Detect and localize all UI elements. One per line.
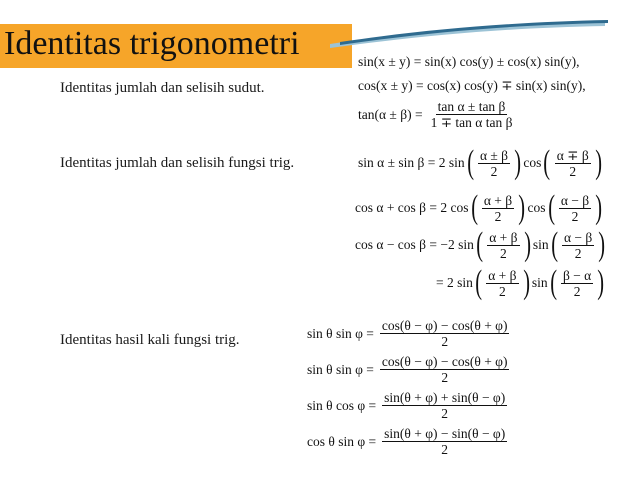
eq-row3-frac1-den: 2 bbox=[500, 245, 507, 261]
label-sum-functions: Identitas jumlah dan selisih fungsi trig. bbox=[60, 155, 295, 171]
eq-cos-sum bbox=[358, 78, 586, 94]
eq-tan-sum-numerator: tan α ± tan β bbox=[437, 99, 506, 114]
eq-product-1-num: cos(θ − φ) − cos(θ + φ) bbox=[381, 318, 508, 333]
eq-product-2 bbox=[307, 354, 511, 385]
eq-tan-sum-denominator: 1 ∓ tan α tan β bbox=[430, 115, 513, 130]
eq-row3-frac2-den: 2 bbox=[574, 245, 582, 261]
page-title: Identitas trigonometri bbox=[4, 25, 300, 62]
eq-cos-minus-cos: cos α − cos β = −2 sin ( $\frac{\alpha + \beta}{2}$ ) sin ( $\frac{\alpha - \beta}{2}$ ) bbox=[355, 226, 606, 263]
eq-product-2-num: cos(θ − φ) − cos(θ + φ) bbox=[381, 354, 508, 369]
eq-sin-plus-sin: sin α ± sin β = 2 sin ( $\frac{\alpha \pm \beta}{2}$ ) cos ( $\frac{\alpha \mp \beta}{2}$ ) bbox=[358, 144, 602, 181]
eq-row4-frac2-den: 2 bbox=[573, 283, 581, 299]
eq-row2-frac2-num: α − β bbox=[560, 192, 590, 208]
eq-row4-frac2-num: β − α bbox=[562, 267, 592, 283]
decorative-swoosh bbox=[330, 18, 610, 48]
label-products: Identitas hasil kali fungsi trig. bbox=[60, 332, 240, 348]
eq-cos-sum-text: cos(x ± y) = cos(x) cos(y) ∓ sin(x) sin(y), bbox=[358, 78, 586, 93]
eq-product-1-lhs: sin θ sin φ = bbox=[307, 325, 374, 341]
eq-product-4-den: 2 bbox=[441, 442, 449, 457]
eq-product-4-lhs: cos θ sin φ = bbox=[307, 433, 377, 449]
eq-tan-sum-fraction bbox=[429, 99, 515, 130]
eq-row4-mid: sin bbox=[531, 275, 548, 290]
eq-row2-frac2-den: 2 bbox=[571, 208, 579, 224]
eq-row1-frac1-den: 2 bbox=[490, 163, 498, 179]
eq-row1-frac2-num: α ∓ β bbox=[556, 147, 589, 163]
eq-row2-mid: cos bbox=[527, 200, 546, 215]
label-sum-angles: Identitas jumlah dan selisih sudut. bbox=[60, 80, 265, 96]
eq-cos-plus-cos: cos α + cos β = 2 cos ( $\frac{\alpha + \beta}{2}$ ) cos ( $\frac{\alpha - \beta}{2}$ ) bbox=[355, 189, 603, 226]
eq-product-3-den: 2 bbox=[441, 406, 449, 421]
eq-row2-lhs: cos α + cos β = 2 cos bbox=[355, 200, 469, 215]
eq-sin-sum bbox=[358, 54, 580, 70]
eq-product-2-lhs: sin θ sin φ = bbox=[307, 361, 374, 377]
eq-row2-frac1-num: α + β bbox=[483, 192, 513, 208]
eq-product-4-num: sin(θ + φ) − sin(θ − φ) bbox=[384, 426, 506, 441]
eq-product-2-den: 2 bbox=[441, 370, 449, 385]
eq-row1-lhs: sin α ± sin β = 2 sin bbox=[358, 155, 465, 170]
eq-product-4 bbox=[307, 426, 509, 457]
eq-row1-mid: cos bbox=[523, 155, 542, 170]
eq-product-1 bbox=[307, 318, 511, 349]
eq-tan-sum-lhs: tan(α ± β) = bbox=[358, 106, 423, 122]
eq-product-1-den: 2 bbox=[441, 334, 449, 349]
eq-tan-sum bbox=[358, 99, 516, 130]
eq-cos-minus-cos-alt: = 2 sin ( $\frac{\alpha + \beta}{2}$ ) sin ( $\frac{\beta - \alpha}{2}$ ) bbox=[436, 264, 605, 301]
eq-product-3-num: sin(θ + φ) + sin(θ − φ) bbox=[384, 390, 506, 405]
eq-row4-frac1-den: 2 bbox=[498, 283, 506, 299]
eq-row3-frac2-num: α − β bbox=[563, 229, 593, 245]
eq-row2-frac1-den: 2 bbox=[494, 208, 502, 224]
eq-row4-lhs: = 2 sin bbox=[436, 275, 473, 290]
eq-row1-frac2-den: 2 bbox=[569, 163, 577, 179]
eq-product-3-lhs: sin θ cos φ = bbox=[307, 397, 377, 413]
eq-row3-frac1-num: α + β bbox=[489, 229, 518, 245]
eq-sin-sum-text: sin(x ± y) = sin(x) cos(y) ± cos(x) sin(y), bbox=[358, 54, 580, 69]
eq-row3-lhs: cos α − cos β = −2 sin bbox=[355, 237, 474, 252]
eq-row3-mid: sin bbox=[532, 237, 549, 252]
eq-row4-frac1-num: α + β bbox=[488, 267, 517, 283]
eq-row1-frac1-num: α ± β bbox=[479, 147, 509, 163]
eq-product-3 bbox=[307, 390, 509, 421]
